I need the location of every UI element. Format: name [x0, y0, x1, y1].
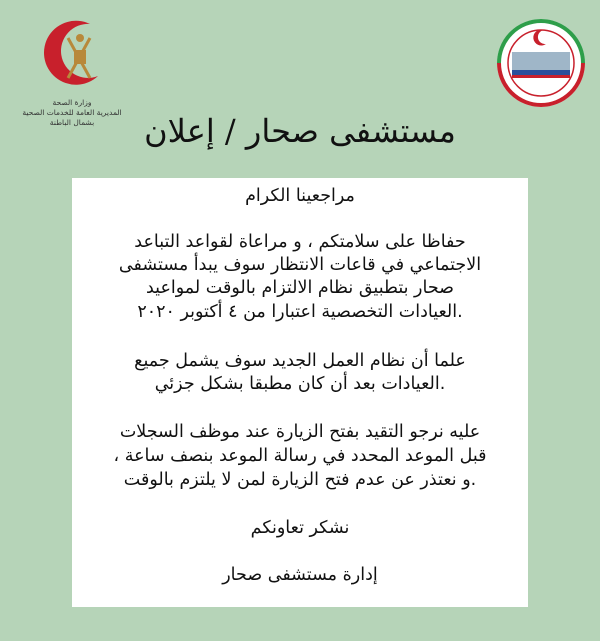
- announcement-card: [72, 178, 528, 607]
- crescent-emblem-icon: [32, 14, 112, 94]
- paragraph-line: .العيادات التخصصية اعتبارا من ٤ أكتوبر ٢٠٢٠: [137, 302, 463, 322]
- ministry-line: وزارة الصحة: [52, 98, 92, 107]
- paragraph-line: عليه نرجو التقيد بفتح الزيارة عند موظف السجلات: [119, 422, 481, 442]
- thanks-text: نشكر تعاونكم: [250, 518, 350, 538]
- ministry-line: بشمال الباطنة: [49, 118, 95, 127]
- paragraph-line: صحار بتطبيق نظام الالتزام بالوقت لمواعيد: [145, 278, 454, 298]
- paragraph-line: .و نعتذر عن عدم فتح الزيارة لمن لا يلتزم بالوقت: [123, 470, 477, 490]
- sohar-hospital-logo: [494, 16, 588, 110]
- paragraph-line: قبل الموعد المحدد في رسالة الموعد بنصف ساعة ،: [113, 446, 487, 466]
- ministry-line: المديرية العامة للخدمات الصحية: [22, 108, 122, 117]
- paragraph-line: حفاظا على سلامتكم ، و مراعاة لقواعد التباعد: [134, 232, 466, 252]
- page-title: مستشفى صحار / إعلان: [144, 112, 456, 150]
- paragraph-line: .العيادات بعد أن كان مطبقا بشكل جزئي: [154, 374, 446, 394]
- paragraph-line: علما أن نظام العمل الجديد سوف يشمل جميع: [134, 351, 466, 371]
- ministry-of-health-logo: [22, 14, 122, 128]
- greeting: مراجعينا الكرام: [245, 186, 355, 206]
- signature: إدارة مستشفى صحار: [222, 565, 378, 585]
- paragraph-line: الاجتماعي في قاعات الانتظار سوف يبدأ مستشفى: [118, 255, 482, 275]
